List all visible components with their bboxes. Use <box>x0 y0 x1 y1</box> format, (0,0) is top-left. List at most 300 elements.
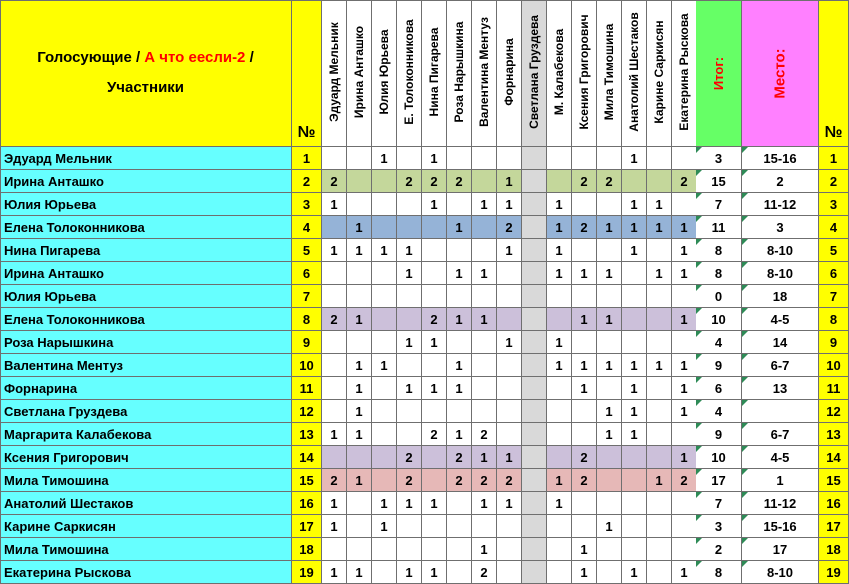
score-cell: 1 <box>647 262 672 285</box>
score-cell <box>472 216 497 239</box>
place-cell: 1 <box>742 469 819 492</box>
total-cell: 9 <box>696 354 742 377</box>
score-cell <box>347 285 372 308</box>
score-cell <box>672 492 697 515</box>
score-cell: 1 <box>397 262 422 285</box>
score-cell <box>547 170 572 193</box>
participant-name: Елена Толоконникова <box>0 216 292 239</box>
score-cell: 2 <box>472 561 497 584</box>
score-cell <box>572 193 597 216</box>
score-cell: 2 <box>422 423 447 446</box>
participant-number: 19 <box>292 561 322 584</box>
score-cell: 2 <box>447 446 472 469</box>
participant-number-right: 4 <box>819 216 849 239</box>
score-cell <box>622 515 647 538</box>
score-cell: 1 <box>647 469 672 492</box>
score-cell: 1 <box>347 561 372 584</box>
score-cell <box>522 331 547 354</box>
place-cell: 13 <box>742 377 819 400</box>
voter-header <box>672 0 697 147</box>
score-cell <box>422 285 447 308</box>
score-cell: 1 <box>397 492 422 515</box>
score-cell <box>522 193 547 216</box>
score-cell <box>497 377 522 400</box>
score-cell: 2 <box>422 170 447 193</box>
score-cell: 2 <box>447 170 472 193</box>
score-cell <box>522 377 547 400</box>
score-cell <box>397 216 422 239</box>
score-cell <box>447 193 472 216</box>
score-cell <box>497 262 522 285</box>
participant-number-right: 2 <box>819 170 849 193</box>
score-cell <box>622 446 647 469</box>
score-cell <box>497 308 522 331</box>
score-cell <box>447 331 472 354</box>
score-cell <box>572 492 597 515</box>
score-cell: 1 <box>572 354 597 377</box>
score-cell <box>672 285 697 308</box>
score-cell: 1 <box>422 492 447 515</box>
score-cell: 2 <box>497 469 522 492</box>
score-cell: 1 <box>397 331 422 354</box>
participant-number-right: 10 <box>819 354 849 377</box>
place-cell: 2 <box>742 170 819 193</box>
score-cell <box>647 515 672 538</box>
score-cell <box>647 285 672 308</box>
score-cell <box>672 538 697 561</box>
participant-name: Ксения Григорович <box>0 446 292 469</box>
score-cell <box>647 331 672 354</box>
score-cell: 1 <box>622 193 647 216</box>
voter-header <box>647 0 672 147</box>
participant-number: 5 <box>292 239 322 262</box>
score-cell: 1 <box>622 239 647 262</box>
score-cell <box>572 423 597 446</box>
voter-name: Нина Пигарева <box>427 27 441 117</box>
score-cell <box>372 538 397 561</box>
score-cell <box>472 170 497 193</box>
score-cell: 1 <box>672 377 697 400</box>
score-cell <box>397 354 422 377</box>
score-cell <box>597 377 622 400</box>
total-cell: 8 <box>696 262 742 285</box>
voter-header <box>597 0 622 147</box>
score-cell: 1 <box>497 239 522 262</box>
total-cell: 9 <box>696 423 742 446</box>
place-cell: 6-7 <box>742 354 819 377</box>
voter-name: Роза Нарышкина <box>452 21 466 123</box>
total-cell: 0 <box>696 285 742 308</box>
score-cell <box>522 308 547 331</box>
score-cell: 2 <box>397 469 422 492</box>
score-cell <box>447 285 472 308</box>
score-cell <box>372 377 397 400</box>
score-cell <box>422 216 447 239</box>
score-cell: 1 <box>622 216 647 239</box>
title-slash: / <box>245 49 254 66</box>
score-cell <box>447 147 472 170</box>
score-cell <box>397 400 422 423</box>
place-cell: 8-10 <box>742 239 819 262</box>
score-cell <box>572 147 597 170</box>
place-cell: 8-10 <box>742 561 819 584</box>
score-cell: 2 <box>447 469 472 492</box>
score-cell <box>347 170 372 193</box>
voter-header <box>622 0 647 147</box>
place-cell: 4-5 <box>742 446 819 469</box>
participant-number-right: 3 <box>819 193 849 216</box>
participant-number-right: 13 <box>819 423 849 446</box>
total-cell: 8 <box>696 239 742 262</box>
voter-header <box>397 0 422 147</box>
score-cell: 2 <box>397 170 422 193</box>
score-cell <box>372 446 397 469</box>
score-cell: 1 <box>472 492 497 515</box>
place-cell: 4-5 <box>742 308 819 331</box>
header-number-right-label: № <box>824 124 843 141</box>
score-cell <box>647 538 672 561</box>
score-cell <box>347 147 372 170</box>
participant-number-right: 14 <box>819 446 849 469</box>
voter-header <box>497 0 522 147</box>
score-cell <box>522 446 547 469</box>
score-cell <box>672 331 697 354</box>
voter-name: Валентина Ментуз <box>477 17 491 127</box>
score-cell: 1 <box>472 262 497 285</box>
score-cell: 1 <box>572 538 597 561</box>
voter-name: Е. Толоконникова <box>402 19 416 125</box>
participant-name: Елена Толоконникова <box>0 308 292 331</box>
score-cell: 2 <box>322 170 347 193</box>
score-cell <box>497 147 522 170</box>
score-cell <box>447 561 472 584</box>
score-cell: 2 <box>497 216 522 239</box>
score-cell <box>347 515 372 538</box>
score-cell <box>372 285 397 308</box>
score-cell <box>547 515 572 538</box>
score-cell <box>397 538 422 561</box>
score-cell: 2 <box>572 446 597 469</box>
participant-number: 13 <box>292 423 322 446</box>
score-cell <box>322 354 347 377</box>
total-cell: 7 <box>696 193 742 216</box>
total-cell: 6 <box>696 377 742 400</box>
score-cell <box>672 193 697 216</box>
score-cell <box>522 561 547 584</box>
score-cell <box>322 147 347 170</box>
score-cell: 1 <box>622 400 647 423</box>
score-cell: 1 <box>672 354 697 377</box>
score-cell <box>422 515 447 538</box>
score-cell: 1 <box>597 400 622 423</box>
participant-number: 1 <box>292 147 322 170</box>
score-cell: 2 <box>472 423 497 446</box>
score-cell <box>597 561 622 584</box>
participant-name: Форнарина <box>0 377 292 400</box>
score-cell <box>647 492 672 515</box>
participant-name: Роза Нарышкина <box>0 331 292 354</box>
score-cell: 1 <box>572 262 597 285</box>
score-cell: 2 <box>322 469 347 492</box>
score-cell: 1 <box>447 377 472 400</box>
voter-header <box>422 0 447 147</box>
score-cell <box>647 239 672 262</box>
score-cell: 1 <box>672 561 697 584</box>
participant-name: Светлана Груздева <box>0 400 292 423</box>
participant-name: Ирина Анташко <box>0 170 292 193</box>
score-cell: 1 <box>472 308 497 331</box>
score-cell: 1 <box>322 515 347 538</box>
score-cell: 1 <box>347 377 372 400</box>
participant-name: Мила Тимошина <box>0 469 292 492</box>
score-cell <box>422 239 447 262</box>
score-cell: 1 <box>597 515 622 538</box>
score-cell <box>572 239 597 262</box>
voter-header <box>447 0 472 147</box>
score-cell <box>472 354 497 377</box>
score-cell <box>472 239 497 262</box>
score-cell: 2 <box>672 469 697 492</box>
participant-name: Ирина Анташко <box>0 262 292 285</box>
participant-number-right: 11 <box>819 377 849 400</box>
participant-number-right: 1 <box>819 147 849 170</box>
score-cell: 1 <box>422 147 447 170</box>
score-cell <box>347 538 372 561</box>
voter-name: Екатерина Рыскова <box>677 13 691 131</box>
voter-name: М. Калабекова <box>552 28 566 116</box>
score-cell: 1 <box>422 561 447 584</box>
score-cell: 1 <box>622 561 647 584</box>
place-cell: 6-7 <box>742 423 819 446</box>
title-line-1 <box>37 43 254 73</box>
score-cell: 1 <box>322 193 347 216</box>
score-cell <box>547 308 572 331</box>
header-place <box>742 0 819 147</box>
score-cell: 2 <box>322 308 347 331</box>
header-total-label: Итог: <box>710 56 726 90</box>
voter-header <box>472 0 497 147</box>
score-cell: 1 <box>397 239 422 262</box>
score-cell: 1 <box>497 492 522 515</box>
score-cell <box>522 423 547 446</box>
score-cell <box>522 515 547 538</box>
score-cell: 1 <box>622 147 647 170</box>
score-cell <box>547 423 572 446</box>
score-cell: 1 <box>372 492 397 515</box>
total-cell: 15 <box>696 170 742 193</box>
participant-number-right: 16 <box>819 492 849 515</box>
score-cell <box>322 216 347 239</box>
participant-number: 17 <box>292 515 322 538</box>
score-cell <box>547 561 572 584</box>
score-cell <box>622 331 647 354</box>
participant-number-right: 5 <box>819 239 849 262</box>
participant-number-right: 17 <box>819 515 849 538</box>
score-cell <box>472 515 497 538</box>
place-cell: 11-12 <box>742 492 819 515</box>
score-cell: 1 <box>672 216 697 239</box>
participant-number: 12 <box>292 400 322 423</box>
score-cell <box>372 216 397 239</box>
score-cell <box>447 239 472 262</box>
score-cell <box>647 423 672 446</box>
score-cell <box>622 170 647 193</box>
score-cell: 1 <box>322 492 347 515</box>
score-cell <box>522 354 547 377</box>
place-cell <box>742 400 819 423</box>
score-cell: 1 <box>672 400 697 423</box>
header-number-right <box>819 0 849 147</box>
place-cell: 17 <box>742 538 819 561</box>
score-cell: 1 <box>647 354 672 377</box>
score-cell: 1 <box>372 515 397 538</box>
score-cell <box>372 423 397 446</box>
score-cell <box>397 308 422 331</box>
score-cell <box>647 400 672 423</box>
score-cell: 2 <box>572 216 597 239</box>
score-cell: 1 <box>672 308 697 331</box>
score-cell <box>497 515 522 538</box>
score-cell <box>472 377 497 400</box>
participant-number: 3 <box>292 193 322 216</box>
score-cell <box>472 147 497 170</box>
participant-number: 14 <box>292 446 322 469</box>
participant-name: Юлия Юрьева <box>0 193 292 216</box>
header-place-label: Место: <box>771 47 789 99</box>
total-cell: 8 <box>696 561 742 584</box>
participant-number: 9 <box>292 331 322 354</box>
score-cell: 1 <box>672 446 697 469</box>
voter-header <box>572 0 597 147</box>
score-cell <box>522 285 547 308</box>
score-cell: 1 <box>622 354 647 377</box>
participant-name: Эдуард Мельник <box>0 147 292 170</box>
score-cell <box>497 354 522 377</box>
score-cell <box>447 515 472 538</box>
score-cell <box>447 492 472 515</box>
score-cell <box>397 285 422 308</box>
score-cell: 2 <box>597 170 622 193</box>
score-cell <box>522 538 547 561</box>
place-cell: 8-10 <box>742 262 819 285</box>
score-cell <box>672 515 697 538</box>
score-cell <box>597 285 622 308</box>
score-cell <box>597 492 622 515</box>
participant-name: Юлия Юрьева <box>0 285 292 308</box>
score-cell: 1 <box>447 354 472 377</box>
score-cell <box>472 331 497 354</box>
score-cell <box>547 400 572 423</box>
score-cell <box>622 492 647 515</box>
score-cell: 1 <box>347 469 372 492</box>
score-cell <box>497 538 522 561</box>
participant-number: 7 <box>292 285 322 308</box>
score-cell <box>372 170 397 193</box>
participant-number-right: 18 <box>819 538 849 561</box>
participant-number: 11 <box>292 377 322 400</box>
score-cell: 1 <box>472 538 497 561</box>
score-cell <box>647 147 672 170</box>
participant-number-right: 12 <box>819 400 849 423</box>
score-cell: 1 <box>447 216 472 239</box>
score-cell <box>497 561 522 584</box>
score-cell <box>622 262 647 285</box>
score-cell: 1 <box>497 170 522 193</box>
total-cell: 4 <box>696 400 742 423</box>
score-cell: 1 <box>472 446 497 469</box>
score-cell <box>572 515 597 538</box>
score-cell <box>547 285 572 308</box>
score-cell <box>347 492 372 515</box>
score-cell <box>597 538 622 561</box>
score-cell <box>472 400 497 423</box>
header-number-left <box>292 0 322 147</box>
participant-number: 4 <box>292 216 322 239</box>
score-cell <box>347 331 372 354</box>
score-cell <box>472 285 497 308</box>
participant-name: Анатолий Шестаков <box>0 492 292 515</box>
score-cell <box>422 400 447 423</box>
score-cell <box>322 331 347 354</box>
score-cell <box>547 538 572 561</box>
sheet-title <box>0 0 292 147</box>
participant-number-right: 19 <box>819 561 849 584</box>
participant-name: Екатерина Рыскова <box>0 561 292 584</box>
place-cell: 3 <box>742 216 819 239</box>
participant-number: 15 <box>292 469 322 492</box>
score-cell: 1 <box>447 423 472 446</box>
score-cell <box>572 285 597 308</box>
score-cell <box>672 423 697 446</box>
place-cell: 14 <box>742 331 819 354</box>
total-cell: 4 <box>696 331 742 354</box>
score-cell: 2 <box>397 446 422 469</box>
score-cell <box>422 538 447 561</box>
score-cell: 2 <box>672 170 697 193</box>
score-cell <box>322 446 347 469</box>
voter-name: Мила Тимошина <box>602 23 616 121</box>
score-cell <box>397 515 422 538</box>
score-cell: 1 <box>547 469 572 492</box>
total-cell: 2 <box>696 538 742 561</box>
score-cell: 2 <box>422 308 447 331</box>
total-cell: 11 <box>696 216 742 239</box>
score-cell: 1 <box>547 262 572 285</box>
score-cell: 1 <box>347 354 372 377</box>
score-cell <box>672 147 697 170</box>
score-cell: 1 <box>622 423 647 446</box>
score-cell: 1 <box>372 354 397 377</box>
score-cell: 1 <box>597 308 622 331</box>
score-cell <box>547 446 572 469</box>
score-cell <box>597 331 622 354</box>
voter-header <box>522 0 547 147</box>
participant-number-right: 6 <box>819 262 849 285</box>
score-cell: 1 <box>422 193 447 216</box>
score-cell <box>347 262 372 285</box>
score-cell <box>522 469 547 492</box>
score-cell: 1 <box>597 262 622 285</box>
score-cell: 1 <box>422 331 447 354</box>
score-cell <box>397 193 422 216</box>
score-cell: 1 <box>347 423 372 446</box>
score-cell: 1 <box>547 354 572 377</box>
score-cell <box>397 147 422 170</box>
place-cell: 15-16 <box>742 515 819 538</box>
score-cell: 2 <box>472 469 497 492</box>
score-cell <box>522 147 547 170</box>
score-cell <box>647 446 672 469</box>
